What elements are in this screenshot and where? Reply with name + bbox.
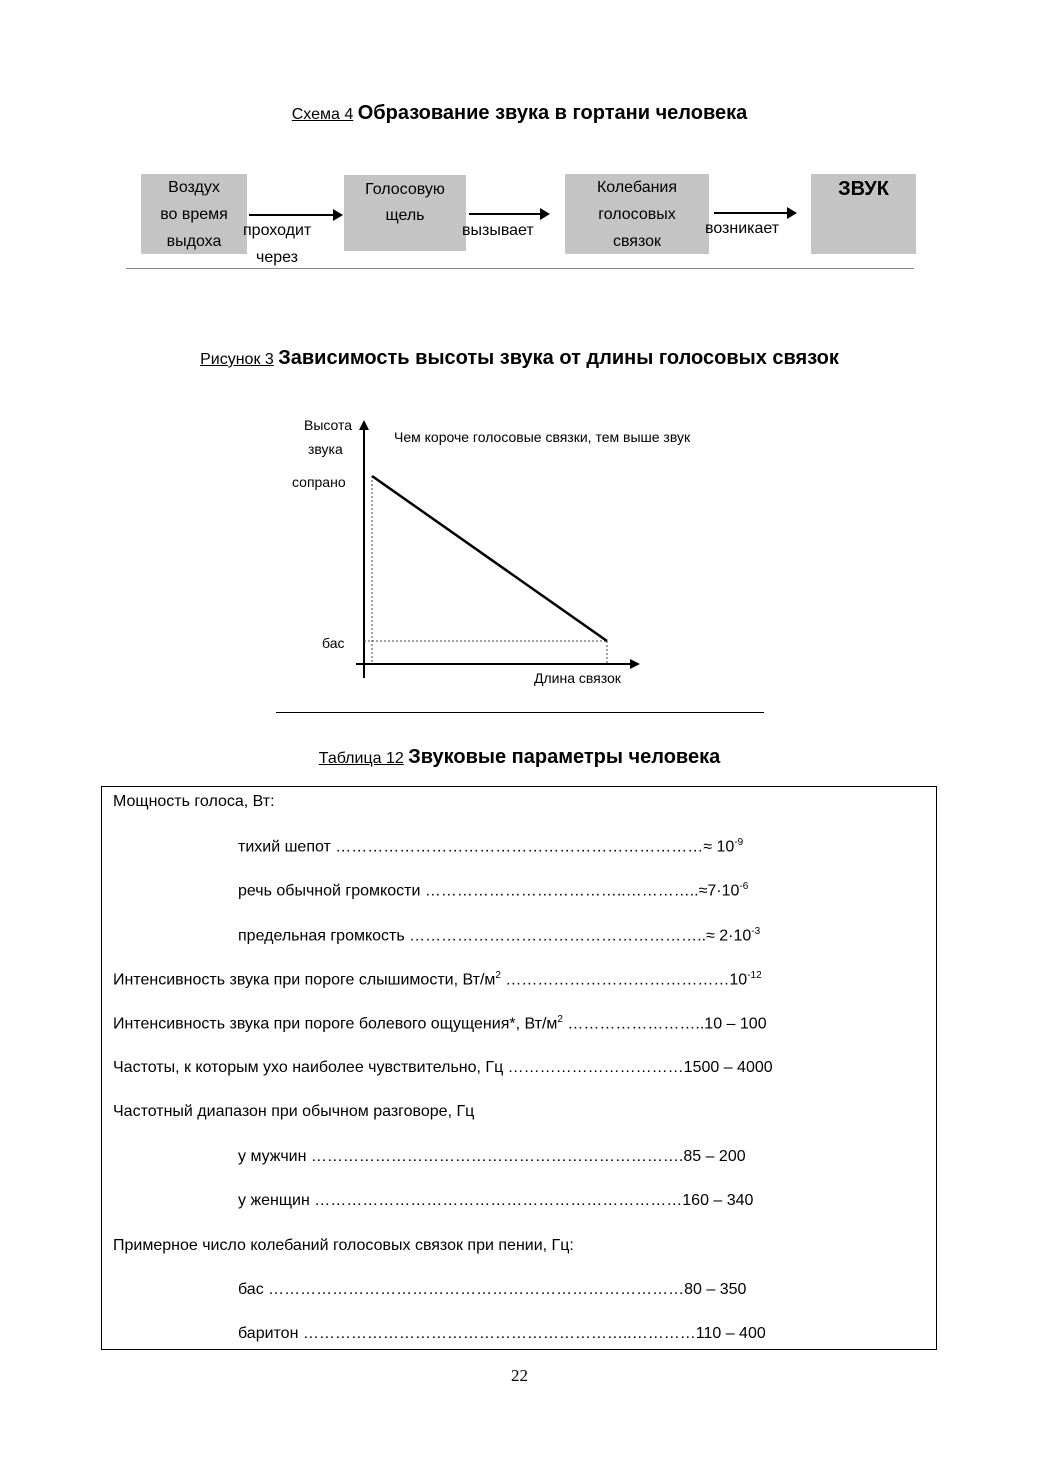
table-row-men — [238, 1148, 746, 1166]
scheme-box-air — [141, 174, 247, 254]
table-row-max-loudness-text: предельная громкость ………………………………………………..≈ 2·10 — [238, 927, 752, 945]
scheme-verb-arises: возникает — [705, 220, 780, 237]
figure-label: Рисунок 3 — [200, 351, 274, 368]
x-axis-arrow — [630, 659, 640, 669]
scheme-box-glottis-line-2: щель — [385, 207, 425, 224]
table-row-pain-threshold-value: ……………………..10 – 100 — [562, 1015, 767, 1033]
table-row-speech-range-text: Частотный диапазон при обычном разговоре, Гц — [113, 1103, 475, 1120]
scheme-box-vibration-line-3: связок — [612, 233, 662, 250]
pitch-length-chart — [280, 410, 691, 695]
table-row-sensitive-frequencies-text: Частоты, к которым ухо наиболее чувствительно, Гц ……………………………1500 – 4000 — [113, 1059, 773, 1076]
table-row-baritone — [238, 1325, 766, 1343]
scheme-box-sound — [811, 174, 916, 254]
table-row-hearing-threshold-value: ……………………………………10 — [500, 971, 748, 989]
scheme-divider — [126, 268, 914, 269]
scheme-box-air-line-2: во время — [160, 206, 228, 223]
table-row-pain-threshold — [113, 1014, 767, 1033]
y-axis-arrow — [359, 420, 369, 430]
table-row-hearing-threshold-unit-exp: 2 — [495, 970, 501, 981]
table-row-hearing-threshold — [113, 970, 762, 989]
annotation: Чем короче голосовые связки, тем выше звук — [394, 429, 691, 445]
scheme-box-air-line-3: выдоха — [166, 233, 222, 250]
table-row-sensitive-frequencies — [113, 1059, 773, 1077]
table-row-women-text: у женщин ……………………………………………………………160 – 340 — [238, 1192, 754, 1209]
table-row-normal-speech — [238, 881, 748, 900]
figure-divider — [276, 712, 764, 713]
figure-title: Зависимость высоты звука от длины голосовых связок — [278, 347, 839, 369]
scheme-arrow-2 — [469, 213, 540, 215]
y-axis-label-2: звука — [308, 441, 343, 457]
scheme-box-vibration-line-1: Колебания — [596, 179, 678, 196]
bass-label: бас — [322, 635, 345, 651]
scheme-caption — [0, 102, 1039, 125]
page-number: 22 — [511, 1366, 528, 1385]
scheme-box-glottis-line-1: Голосовую — [365, 181, 445, 198]
scheme-arrow-3 — [714, 212, 787, 214]
scheme-box-vibration — [565, 174, 709, 254]
soprano-label: сопрано — [292, 474, 346, 490]
y-axis-label-1: Высота — [304, 417, 353, 433]
scheme-title: Образование звука в гортани человека — [357, 102, 748, 124]
table-label: Таблица 12 — [318, 750, 404, 767]
scheme-verb-through: через — [256, 249, 299, 266]
scheme-verb-passes: проходит — [243, 222, 312, 239]
table-row-normal-speech-text: речь обычной громкости ………………………………..…………..≈7·10 — [238, 882, 740, 900]
table-row-max-loudness-exp: -3 — [751, 926, 761, 937]
scheme-box-glottis — [344, 175, 466, 251]
table-row-baritone-text: баритон ……………………………………………………..…………110 – 400 — [238, 1325, 766, 1342]
table-title: Звуковые параметры человека — [408, 746, 721, 768]
table-row-men-text: у мужчин …………………………………………………………….85 – 200 — [238, 1148, 746, 1165]
table-row-voice-power-text: Мощность голоса, Вт: — [113, 793, 275, 810]
figure-caption — [0, 347, 1039, 370]
table-row-women — [238, 1192, 753, 1210]
table-row-pain-threshold-unit-exp: 2 — [557, 1014, 563, 1025]
scheme-box-air-line-1: Воздух — [168, 179, 220, 196]
table-row-hearing-threshold-exp: -12 — [747, 970, 762, 981]
table-row-hearing-threshold-text: Интенсивность звука при пороге слышимости, Вт/м — [113, 971, 496, 989]
scheme-arrow-1 — [249, 214, 333, 216]
sound-parameters-table — [101, 786, 937, 1350]
scheme-verb-causes: вызывает — [462, 222, 534, 239]
table-row-bass — [238, 1281, 746, 1299]
table-row-whisper-exp: -9 — [734, 837, 744, 848]
table-row-speech-range — [113, 1103, 474, 1121]
table-row-singing-text: Примерное число колебаний голосовых связок при пении, Гц: — [113, 1237, 574, 1254]
table-row-whisper-text: тихий шепот ……………………………………………………………≈ 10 — [238, 838, 735, 856]
scheme-label: Схема 4 — [291, 106, 354, 123]
x-axis-label: Длина связок — [534, 670, 621, 686]
pitch-length-line — [372, 476, 607, 641]
table-row-normal-speech-exp: -6 — [739, 881, 749, 892]
table-row-bass-text: бас ……………………………………………………………………80 – 350 — [238, 1281, 747, 1298]
table-row-voice-power — [113, 793, 275, 811]
table-row-whisper — [238, 837, 743, 856]
table-row-pain-threshold-text: Интенсивность звука при пороге болевого ощущения*, Вт/м — [113, 1015, 558, 1033]
table-row-singing — [113, 1237, 574, 1255]
table-row-max-loudness — [238, 926, 760, 945]
table-caption — [0, 746, 1039, 769]
scheme-box-vibration-line-2: голосовых — [598, 206, 676, 223]
scheme-box-sound-label: ЗВУК — [838, 178, 889, 200]
